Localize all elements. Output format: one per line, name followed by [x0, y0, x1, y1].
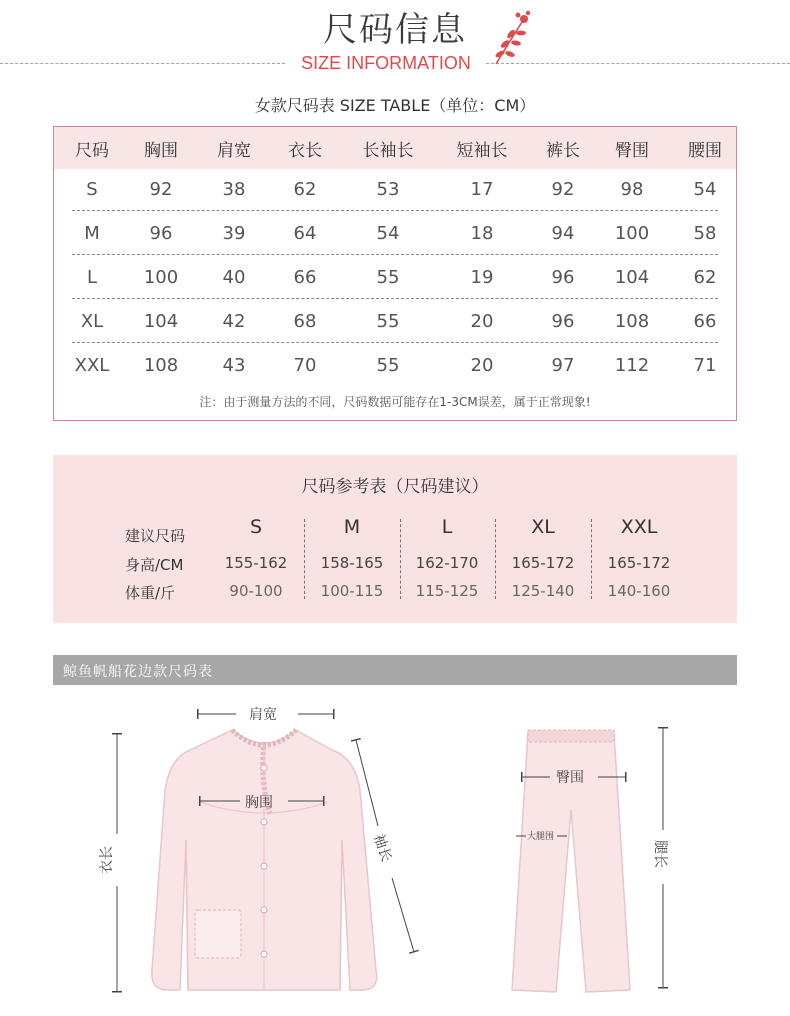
table-cell: 40	[222, 266, 246, 288]
diagram-banner-label: 鲸鱼帆船花边款尺码表	[63, 664, 213, 680]
table-cell: 96	[149, 222, 173, 244]
page-title: 尺码信息	[323, 10, 467, 50]
label-hip: 臀围	[556, 770, 584, 786]
reference-weight-value: 140-160	[607, 582, 671, 600]
reference-column	[207, 455, 305, 623]
reference-size-value: XXL	[620, 516, 658, 538]
reference-weight-value: 100-115	[320, 582, 384, 600]
reference-label-size: 建议尺码	[125, 527, 186, 545]
column-header: 腰围	[688, 140, 722, 161]
page-subtitle: SIZE INFORMATION	[301, 53, 471, 73]
table-cell: 98	[620, 178, 644, 200]
reference-height-value: 158-165	[320, 554, 384, 572]
pajama-top-illustration	[152, 730, 377, 990]
column-header: 长袖长	[362, 140, 414, 161]
size-table-note: 注：由于测量方法的不同，尺码数据可能存在1-3CM误差，属于正常现象!	[199, 395, 591, 409]
table-cell: 62	[293, 178, 317, 200]
reference-size-value: M	[343, 516, 361, 538]
column-header: 短袖长	[456, 140, 508, 161]
table-cell: XL	[80, 310, 104, 332]
table-cell: 18	[470, 222, 494, 244]
label-body-length: 衣长	[99, 846, 115, 874]
reference-weight-value: 125-140	[511, 582, 575, 600]
reference-height-value: 165-172	[607, 554, 671, 572]
table-cell: 70	[293, 354, 317, 376]
table-row	[54, 211, 736, 255]
size-table-title: 女款尺码表 SIZE TABLE（单位：CM）	[254, 96, 536, 115]
column-header: 尺码	[75, 140, 109, 161]
table-cell: 94	[551, 222, 575, 244]
column-header: 裤长	[546, 140, 580, 161]
table-cell: 55	[376, 266, 400, 288]
column-header: 臀围	[615, 140, 649, 161]
table-cell: 20	[470, 310, 494, 332]
reference-height-value: 155-162	[224, 554, 288, 572]
table-cell: 39	[222, 222, 246, 244]
reference-label-height: 身高/CM	[125, 556, 184, 574]
table-cell: 108	[143, 354, 179, 376]
table-cell: 112	[614, 354, 650, 376]
header-divider-left	[0, 63, 285, 64]
table-cell: 17	[470, 178, 494, 200]
size-table-header	[54, 127, 736, 169]
table-cell: 38	[222, 178, 246, 200]
column-header: 胸围	[144, 140, 178, 161]
reference-title: 尺码参考表（尺码建议）	[301, 477, 489, 497]
table-cell: 53	[376, 178, 400, 200]
table-cell: 108	[614, 310, 650, 332]
flower-sprig-icon	[488, 8, 534, 68]
measurement-diagram	[0, 690, 790, 1016]
table-cell: 54	[693, 178, 717, 200]
table-cell: 66	[293, 266, 317, 288]
label-sleeve-length: 袖长	[370, 832, 395, 864]
table-cell: S	[86, 178, 98, 200]
table-cell: 96	[551, 266, 575, 288]
reference-size-value: XL	[531, 516, 555, 538]
column-header: 衣长	[288, 140, 322, 161]
reference-size-value: S	[249, 516, 263, 538]
reference-height-value: 165-172	[511, 554, 575, 572]
reference-column	[303, 455, 401, 623]
table-cell: 104	[143, 310, 179, 332]
table-cell: XXL	[74, 354, 110, 376]
table-cell: 55	[376, 354, 400, 376]
table-cell: 92	[149, 178, 173, 200]
table-cell: 55	[376, 310, 400, 332]
table-cell: L	[86, 266, 98, 288]
table-row	[54, 255, 736, 299]
table-cell: 19	[470, 266, 494, 288]
table-cell: 100	[143, 266, 179, 288]
table-cell: 97	[551, 354, 575, 376]
reference-height-value: 162-170	[415, 554, 479, 572]
table-cell: 71	[693, 354, 717, 376]
table-cell: 43	[222, 354, 246, 376]
table-cell: 92	[551, 178, 575, 200]
label-thigh: 大腿围	[527, 832, 555, 842]
reference-label-weight: 体重/斤	[125, 584, 176, 602]
table-cell: 20	[470, 354, 494, 376]
label-pants-length: 腿长	[652, 840, 668, 868]
table-cell: 66	[693, 310, 717, 332]
table-cell: 100	[614, 222, 650, 244]
label-chest: 胸围	[245, 795, 273, 811]
reference-weight-value: 90-100	[229, 582, 283, 600]
reference-column	[590, 455, 688, 623]
diagram-banner	[53, 655, 737, 685]
table-cell: 54	[376, 222, 400, 244]
reference-column	[398, 455, 496, 623]
table-row	[54, 167, 736, 211]
size-reference-panel	[53, 455, 737, 623]
table-cell: 68	[293, 310, 317, 332]
table-cell: 104	[614, 266, 650, 288]
size-table	[53, 126, 737, 421]
table-cell: 96	[551, 310, 575, 332]
reference-size-value: L	[441, 516, 453, 538]
reference-column	[494, 455, 592, 623]
label-shoulder-width: 肩宽	[249, 707, 277, 723]
table-row	[54, 299, 736, 343]
reference-weight-value: 115-125	[415, 582, 479, 600]
table-cell: 62	[693, 266, 717, 288]
table-row	[54, 343, 736, 387]
table-cell: 64	[293, 222, 317, 244]
table-cell: M	[84, 222, 100, 244]
column-header: 肩宽	[217, 140, 251, 161]
table-cell: 42	[222, 310, 246, 332]
table-cell: 58	[693, 222, 717, 244]
